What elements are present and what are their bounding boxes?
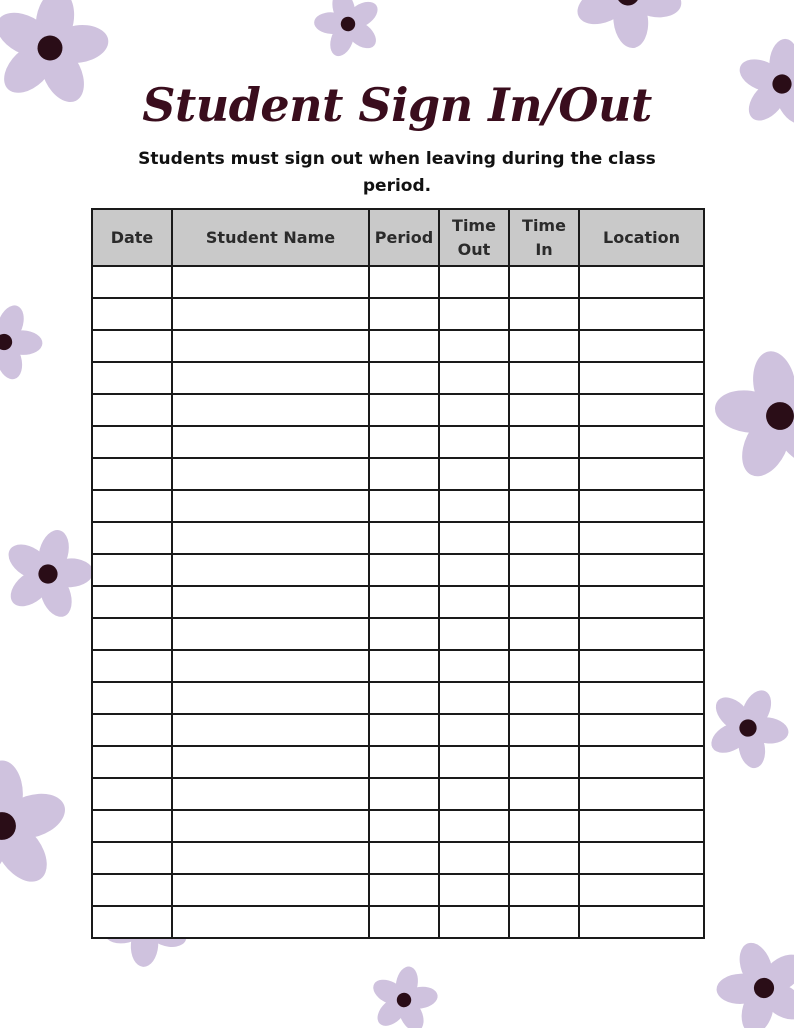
cell-location[interactable] xyxy=(579,778,704,810)
table-row xyxy=(92,458,704,490)
cell-time-in[interactable] xyxy=(509,298,579,330)
cell-student-name[interactable] xyxy=(172,298,369,330)
table-row xyxy=(92,906,704,938)
cell-location[interactable] xyxy=(579,714,704,746)
flower-petal xyxy=(341,15,382,54)
cell-time-in[interactable] xyxy=(509,394,579,426)
flower-icon xyxy=(363,960,445,1028)
flower-petal xyxy=(754,947,794,1001)
column-header-location: Location xyxy=(579,209,704,266)
flower-petal xyxy=(34,568,78,622)
flower-petal xyxy=(372,992,412,1028)
cell-student-name[interactable] xyxy=(172,586,369,618)
cell-student-name[interactable] xyxy=(172,426,369,458)
flower-petal xyxy=(579,0,642,7)
cell-date[interactable] xyxy=(92,778,172,810)
flower-petal xyxy=(0,812,20,891)
cell-time-in[interactable] xyxy=(509,650,579,682)
cell-location[interactable] xyxy=(579,362,704,394)
table-body xyxy=(92,266,704,938)
cell-time-out[interactable] xyxy=(439,682,509,714)
cell-date[interactable] xyxy=(92,394,172,426)
flower-icon xyxy=(701,926,794,1028)
cell-time-out[interactable] xyxy=(439,618,509,650)
cell-period[interactable] xyxy=(369,362,439,394)
cell-date[interactable] xyxy=(92,554,172,586)
cell-time-out[interactable] xyxy=(439,874,509,906)
flower-icon xyxy=(0,760,71,891)
cell-student-name[interactable] xyxy=(172,362,369,394)
cell-period[interactable] xyxy=(369,490,439,522)
cell-time-in[interactable] xyxy=(509,554,579,586)
cell-date[interactable] xyxy=(92,746,172,778)
table-row xyxy=(92,714,704,746)
cell-date[interactable] xyxy=(92,362,172,394)
flower-petal xyxy=(612,0,670,4)
flower-petal xyxy=(712,386,784,437)
cell-location[interactable] xyxy=(579,458,704,490)
flower-petal xyxy=(4,562,58,614)
cell-time-out[interactable] xyxy=(439,298,509,330)
cell-period[interactable] xyxy=(369,874,439,906)
cell-location[interactable] xyxy=(579,490,704,522)
cell-time-out[interactable] xyxy=(439,746,509,778)
cell-location[interactable] xyxy=(579,746,704,778)
table-row xyxy=(92,746,704,778)
cell-time-in[interactable] xyxy=(509,330,579,362)
flower-petal xyxy=(394,994,429,1028)
cell-period[interactable] xyxy=(369,650,439,682)
flower-petal xyxy=(0,302,29,347)
flower-center xyxy=(0,812,16,840)
cell-time-in[interactable] xyxy=(509,490,579,522)
cell-period[interactable] xyxy=(369,266,439,298)
cell-time-in[interactable] xyxy=(509,426,579,458)
cell-period[interactable] xyxy=(369,522,439,554)
page-subtitle: Students must sign out when leaving during the class period. xyxy=(138,149,656,196)
cell-location[interactable] xyxy=(579,906,704,938)
cell-location[interactable] xyxy=(579,426,704,458)
flower-petal xyxy=(341,0,382,34)
cell-time-in[interactable] xyxy=(509,746,579,778)
cell-location[interactable] xyxy=(579,682,704,714)
flower-petal xyxy=(0,331,12,373)
flower-petal xyxy=(3,330,43,356)
cell-time-out[interactable] xyxy=(439,586,509,618)
flower-petal xyxy=(735,724,768,770)
cell-date[interactable] xyxy=(92,490,172,522)
flower-center xyxy=(764,400,794,432)
table-row xyxy=(92,522,704,554)
cell-time-in[interactable] xyxy=(509,522,579,554)
cell-student-name[interactable] xyxy=(172,650,369,682)
table-row xyxy=(92,874,704,906)
flower-center xyxy=(339,15,357,33)
cell-date[interactable] xyxy=(92,618,172,650)
flower-petal xyxy=(736,983,778,1028)
table-row xyxy=(92,586,704,618)
cell-date[interactable] xyxy=(92,586,172,618)
flower-petal xyxy=(329,0,359,28)
cell-location[interactable] xyxy=(579,874,704,906)
cell-location[interactable] xyxy=(579,522,704,554)
table-row xyxy=(92,298,704,330)
table-header-row xyxy=(92,209,704,266)
flower-center xyxy=(36,34,65,63)
cell-time-in[interactable] xyxy=(509,586,579,618)
cell-time-in[interactable] xyxy=(509,906,579,938)
cell-time-in[interactable] xyxy=(509,778,579,810)
cell-time-in[interactable] xyxy=(509,714,579,746)
cell-time-out[interactable] xyxy=(439,394,509,426)
cell-student-name[interactable] xyxy=(172,746,369,778)
cell-student-name[interactable] xyxy=(172,874,369,906)
cell-time-out[interactable] xyxy=(439,810,509,842)
table-row xyxy=(92,426,704,458)
table-row xyxy=(92,330,704,362)
flower-petal xyxy=(748,348,794,422)
cell-time-in[interactable] xyxy=(509,266,579,298)
cell-date[interactable] xyxy=(92,426,172,458)
flower-petal xyxy=(369,975,410,1010)
cell-student-name[interactable] xyxy=(172,522,369,554)
table-row xyxy=(92,650,704,682)
flower-icon xyxy=(701,340,794,493)
cell-time-out[interactable] xyxy=(439,842,509,874)
cell-date[interactable] xyxy=(92,906,172,938)
cell-location[interactable] xyxy=(579,618,704,650)
cell-time-out[interactable] xyxy=(439,490,509,522)
column-header-time-out: Time Out xyxy=(439,209,509,266)
cell-time-out[interactable] xyxy=(439,554,509,586)
cell-student-name[interactable] xyxy=(172,618,369,650)
flower-petal xyxy=(46,557,94,588)
table-row xyxy=(92,682,704,714)
cell-date[interactable] xyxy=(92,266,172,298)
flower-petal xyxy=(709,691,757,738)
column-header-student-name: Student Name xyxy=(172,209,369,266)
cell-period[interactable] xyxy=(369,714,439,746)
cell-student-name[interactable] xyxy=(172,682,369,714)
cell-period[interactable] xyxy=(369,298,439,330)
cell-location[interactable] xyxy=(579,554,704,586)
flower-petal xyxy=(734,938,779,994)
flower-petal xyxy=(31,0,78,53)
cell-time-out[interactable] xyxy=(439,266,509,298)
flower-petal xyxy=(0,812,57,891)
cell-location[interactable] xyxy=(579,330,704,362)
column-header-period: Period xyxy=(369,209,439,266)
flower-petal xyxy=(716,973,766,1005)
cell-period[interactable] xyxy=(369,458,439,490)
flower-petal xyxy=(736,686,777,735)
cell-time-in[interactable] xyxy=(509,362,579,394)
cell-date[interactable] xyxy=(92,874,172,906)
cell-period[interactable] xyxy=(369,426,439,458)
flower-icon xyxy=(552,0,705,69)
cell-student-name[interactable] xyxy=(172,330,369,362)
page-title: Student Sign In/Out xyxy=(142,78,652,132)
cell-period[interactable] xyxy=(369,746,439,778)
flower-petal xyxy=(46,21,111,66)
flower-petal xyxy=(733,405,794,484)
cell-period[interactable] xyxy=(369,554,439,586)
cell-date[interactable] xyxy=(92,458,172,490)
table-row xyxy=(92,490,704,522)
cell-time-in[interactable] xyxy=(509,618,579,650)
cell-student-name[interactable] xyxy=(172,778,369,810)
cell-date[interactable] xyxy=(92,842,172,874)
flower-petal xyxy=(0,309,12,353)
cell-time-out[interactable] xyxy=(439,522,509,554)
table-row xyxy=(92,266,704,298)
flower-icon xyxy=(305,0,391,66)
cell-time-out[interactable] xyxy=(439,714,509,746)
cell-location[interactable] xyxy=(579,586,704,618)
cell-date[interactable] xyxy=(92,650,172,682)
cell-period[interactable] xyxy=(369,586,439,618)
flower-petal xyxy=(571,0,636,32)
cell-period[interactable] xyxy=(369,842,439,874)
flower-icon xyxy=(692,673,794,783)
cell-student-name[interactable] xyxy=(172,490,369,522)
cell-period[interactable] xyxy=(369,330,439,362)
cell-location[interactable] xyxy=(579,298,704,330)
table-row xyxy=(92,362,704,394)
flower-center xyxy=(737,717,760,740)
flower-center xyxy=(751,975,777,1001)
flower-petal xyxy=(402,985,439,1011)
flower-petal xyxy=(611,0,651,50)
column-header-date: Date xyxy=(92,209,172,266)
flower-petal xyxy=(314,11,350,34)
column-header-time-in: Time In xyxy=(509,209,579,266)
table-row xyxy=(92,842,704,874)
flower-petal xyxy=(0,760,23,827)
cell-student-name[interactable] xyxy=(172,842,369,874)
cell-date[interactable] xyxy=(92,714,172,746)
table-row xyxy=(92,618,704,650)
flower-center xyxy=(36,562,60,586)
cell-location[interactable] xyxy=(579,266,704,298)
cell-time-out[interactable] xyxy=(439,458,509,490)
flower-petal xyxy=(2,537,57,586)
cell-date[interactable] xyxy=(92,810,172,842)
sign-in-out-table xyxy=(91,208,705,939)
cell-student-name[interactable] xyxy=(172,906,369,938)
cell-period[interactable] xyxy=(369,682,439,714)
cell-location[interactable] xyxy=(579,394,704,426)
cell-time-in[interactable] xyxy=(509,458,579,490)
flower-petal xyxy=(0,786,71,847)
table-row xyxy=(92,810,704,842)
cell-period[interactable] xyxy=(369,394,439,426)
cell-student-name[interactable] xyxy=(172,266,369,298)
flower-petal xyxy=(764,400,794,477)
cell-time-out[interactable] xyxy=(439,426,509,458)
flower-petal xyxy=(706,716,755,759)
flower-center xyxy=(0,332,14,353)
cell-time-out[interactable] xyxy=(439,362,509,394)
cell-period[interactable] xyxy=(369,618,439,650)
cell-time-in[interactable] xyxy=(509,682,579,714)
flower-petal xyxy=(0,786,10,847)
table-row xyxy=(92,554,704,586)
cell-period[interactable] xyxy=(369,810,439,842)
cell-student-name[interactable] xyxy=(172,714,369,746)
cell-time-out[interactable] xyxy=(439,778,509,810)
cell-date[interactable] xyxy=(92,330,172,362)
flower-center xyxy=(396,992,413,1009)
flower-petal xyxy=(0,338,26,383)
cell-location[interactable] xyxy=(579,650,704,682)
cell-date[interactable] xyxy=(92,682,172,714)
cell-period[interactable] xyxy=(369,778,439,810)
cell-date[interactable] xyxy=(92,522,172,554)
cell-date[interactable] xyxy=(92,298,172,330)
flower-center xyxy=(612,0,643,10)
cell-time-in[interactable] xyxy=(509,810,579,842)
cell-time-out[interactable] xyxy=(439,906,509,938)
flower-petal xyxy=(769,367,794,435)
cell-student-name[interactable] xyxy=(172,554,369,586)
flower-petal xyxy=(34,527,74,579)
cell-location[interactable] xyxy=(579,810,704,842)
cell-time-out[interactable] xyxy=(439,650,509,682)
flower-petal xyxy=(755,975,794,1027)
cell-location[interactable] xyxy=(579,842,704,874)
flower-icon xyxy=(0,292,55,392)
cell-student-name[interactable] xyxy=(172,394,369,426)
cell-student-name[interactable] xyxy=(172,810,369,842)
flower-petal xyxy=(326,19,359,59)
cell-time-in[interactable] xyxy=(509,874,579,906)
flower-petal xyxy=(623,0,685,22)
flower-petal xyxy=(745,715,790,746)
table-row xyxy=(92,778,704,810)
flower-petal xyxy=(0,4,60,65)
cell-time-out[interactable] xyxy=(439,330,509,362)
flower-icon xyxy=(0,518,106,630)
cell-period[interactable] xyxy=(369,906,439,938)
flower-petal xyxy=(393,965,420,1003)
cell-student-name[interactable] xyxy=(172,458,369,490)
cell-time-in[interactable] xyxy=(509,842,579,874)
table-row xyxy=(92,394,704,426)
